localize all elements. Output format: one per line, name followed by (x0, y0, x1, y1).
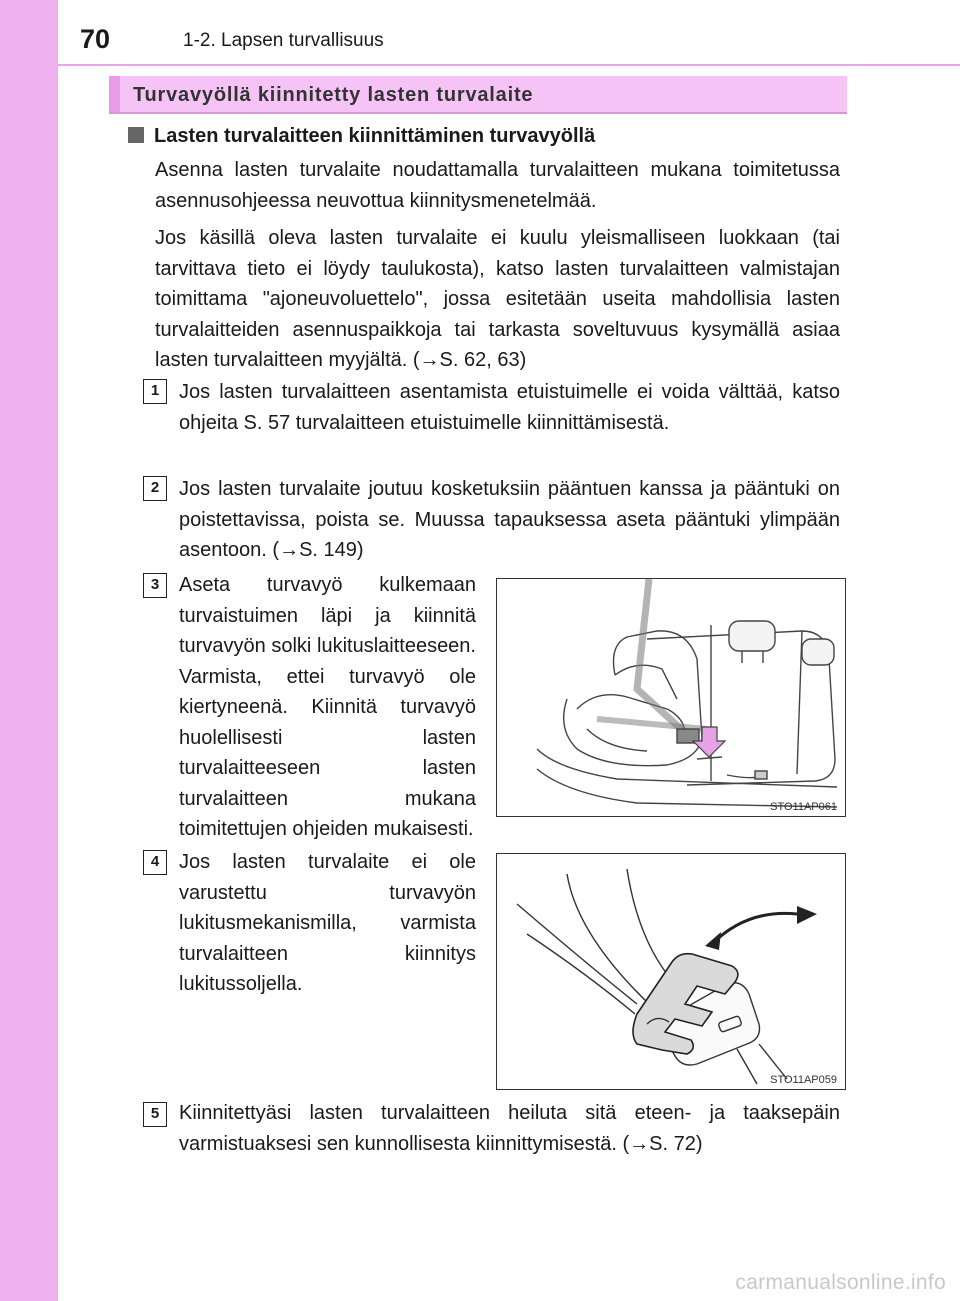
section-title: Turvavyöllä kiinnitetty lasten turvalaite (133, 84, 534, 106)
info-paragraph: Jos käsillä oleva lasten turvalaite ei kuulu yleismalliseen luokkaan (tai tarvittava tieto ei löydy taulukosta), katso lasten turvalaitteen valmistajan toimittama "ajoneuvoluettelo", jossa esitetään useita mahdollisia lasten turvalaitteiden asennuspaikkoja tai tarkasta soveltuvuus kysymällä asiaa lasten turvalaitteen myyjältä. (→S. 62, 63) (155, 227, 840, 371)
subsection-heading-text: Lasten turvalaitteen kiinnittäminen turvavyöllä (154, 125, 596, 147)
header-divider (58, 64, 960, 66)
step-text: Kiinnitettyäsi lasten turvalaitteen heiluta sitä eteen- ja taaksepäin varmistuaksesi sen kunnollisesta kiinnittymisestä. (→S. 72) (179, 1102, 840, 1155)
subsection-heading (128, 125, 595, 148)
figure-code: STO11AP061 (770, 801, 837, 813)
step-number-box: 1 (143, 379, 167, 404)
intro-paragraph: Asenna lasten turvalaite noudattamalla turvalaitteen mukana toimitetussa asennusohjeessa neuvottua kiinnitysmenetelmää. (155, 159, 840, 212)
figure-code: STO11AP059 (770, 1074, 837, 1086)
step-number-box: 3 (143, 573, 167, 598)
figure-child-seat-installation (496, 578, 846, 817)
step-number-box: 4 (143, 850, 167, 875)
child-seat-illustration (497, 579, 844, 815)
step-number-box: 5 (143, 1102, 167, 1127)
figure-locking-clip (496, 853, 846, 1090)
step-text: Aseta turvavyö kulkemaan turvaistuimen läpi ja kiinnitä turvavyön solki lukituslaitteeseen. Varmista, ettei turvavyö ole kiertyneenä. Kiinnitä turvavyö huolellisesti lasten turvalaitteeseen lasten turvalaitteen mukana toimitettujen ohjeiden mukaisesti. (179, 574, 476, 840)
step-text: Jos lasten turvalaite joutuu kosketuksiin pääntuen kanssa ja pääntuki on poistettavissa, poista se. Muussa tapauksessa aseta pääntuki ylimpään asentoon. (→S. 149) (179, 478, 840, 561)
step-number-box: 2 (143, 476, 167, 501)
square-bullet-icon (128, 127, 144, 143)
section-title-bar (109, 76, 847, 114)
locking-clip-illustration (497, 854, 844, 1088)
curved-arrow-icon (797, 906, 817, 924)
watermark: carmanualsonline.info (735, 1271, 946, 1294)
side-tab-band (0, 0, 58, 1301)
step-text: Jos lasten turvalaite ei ole varustettu turvavyön lukitusmekanismilla, varmista turvalaitteen kiinnitys lukitussoljella. (179, 851, 476, 995)
section-accent (109, 76, 120, 112)
step-text: Jos lasten turvalaitteen asentamista etuistuimelle ei voida välttää, katso ohjeita S. 57 turvalaitteen etuistuimelle kiinnittämisestä. (179, 381, 840, 434)
chapter-title: 1-2. Lapsen turvallisuus (183, 30, 384, 51)
page-number: 70 (80, 24, 111, 54)
